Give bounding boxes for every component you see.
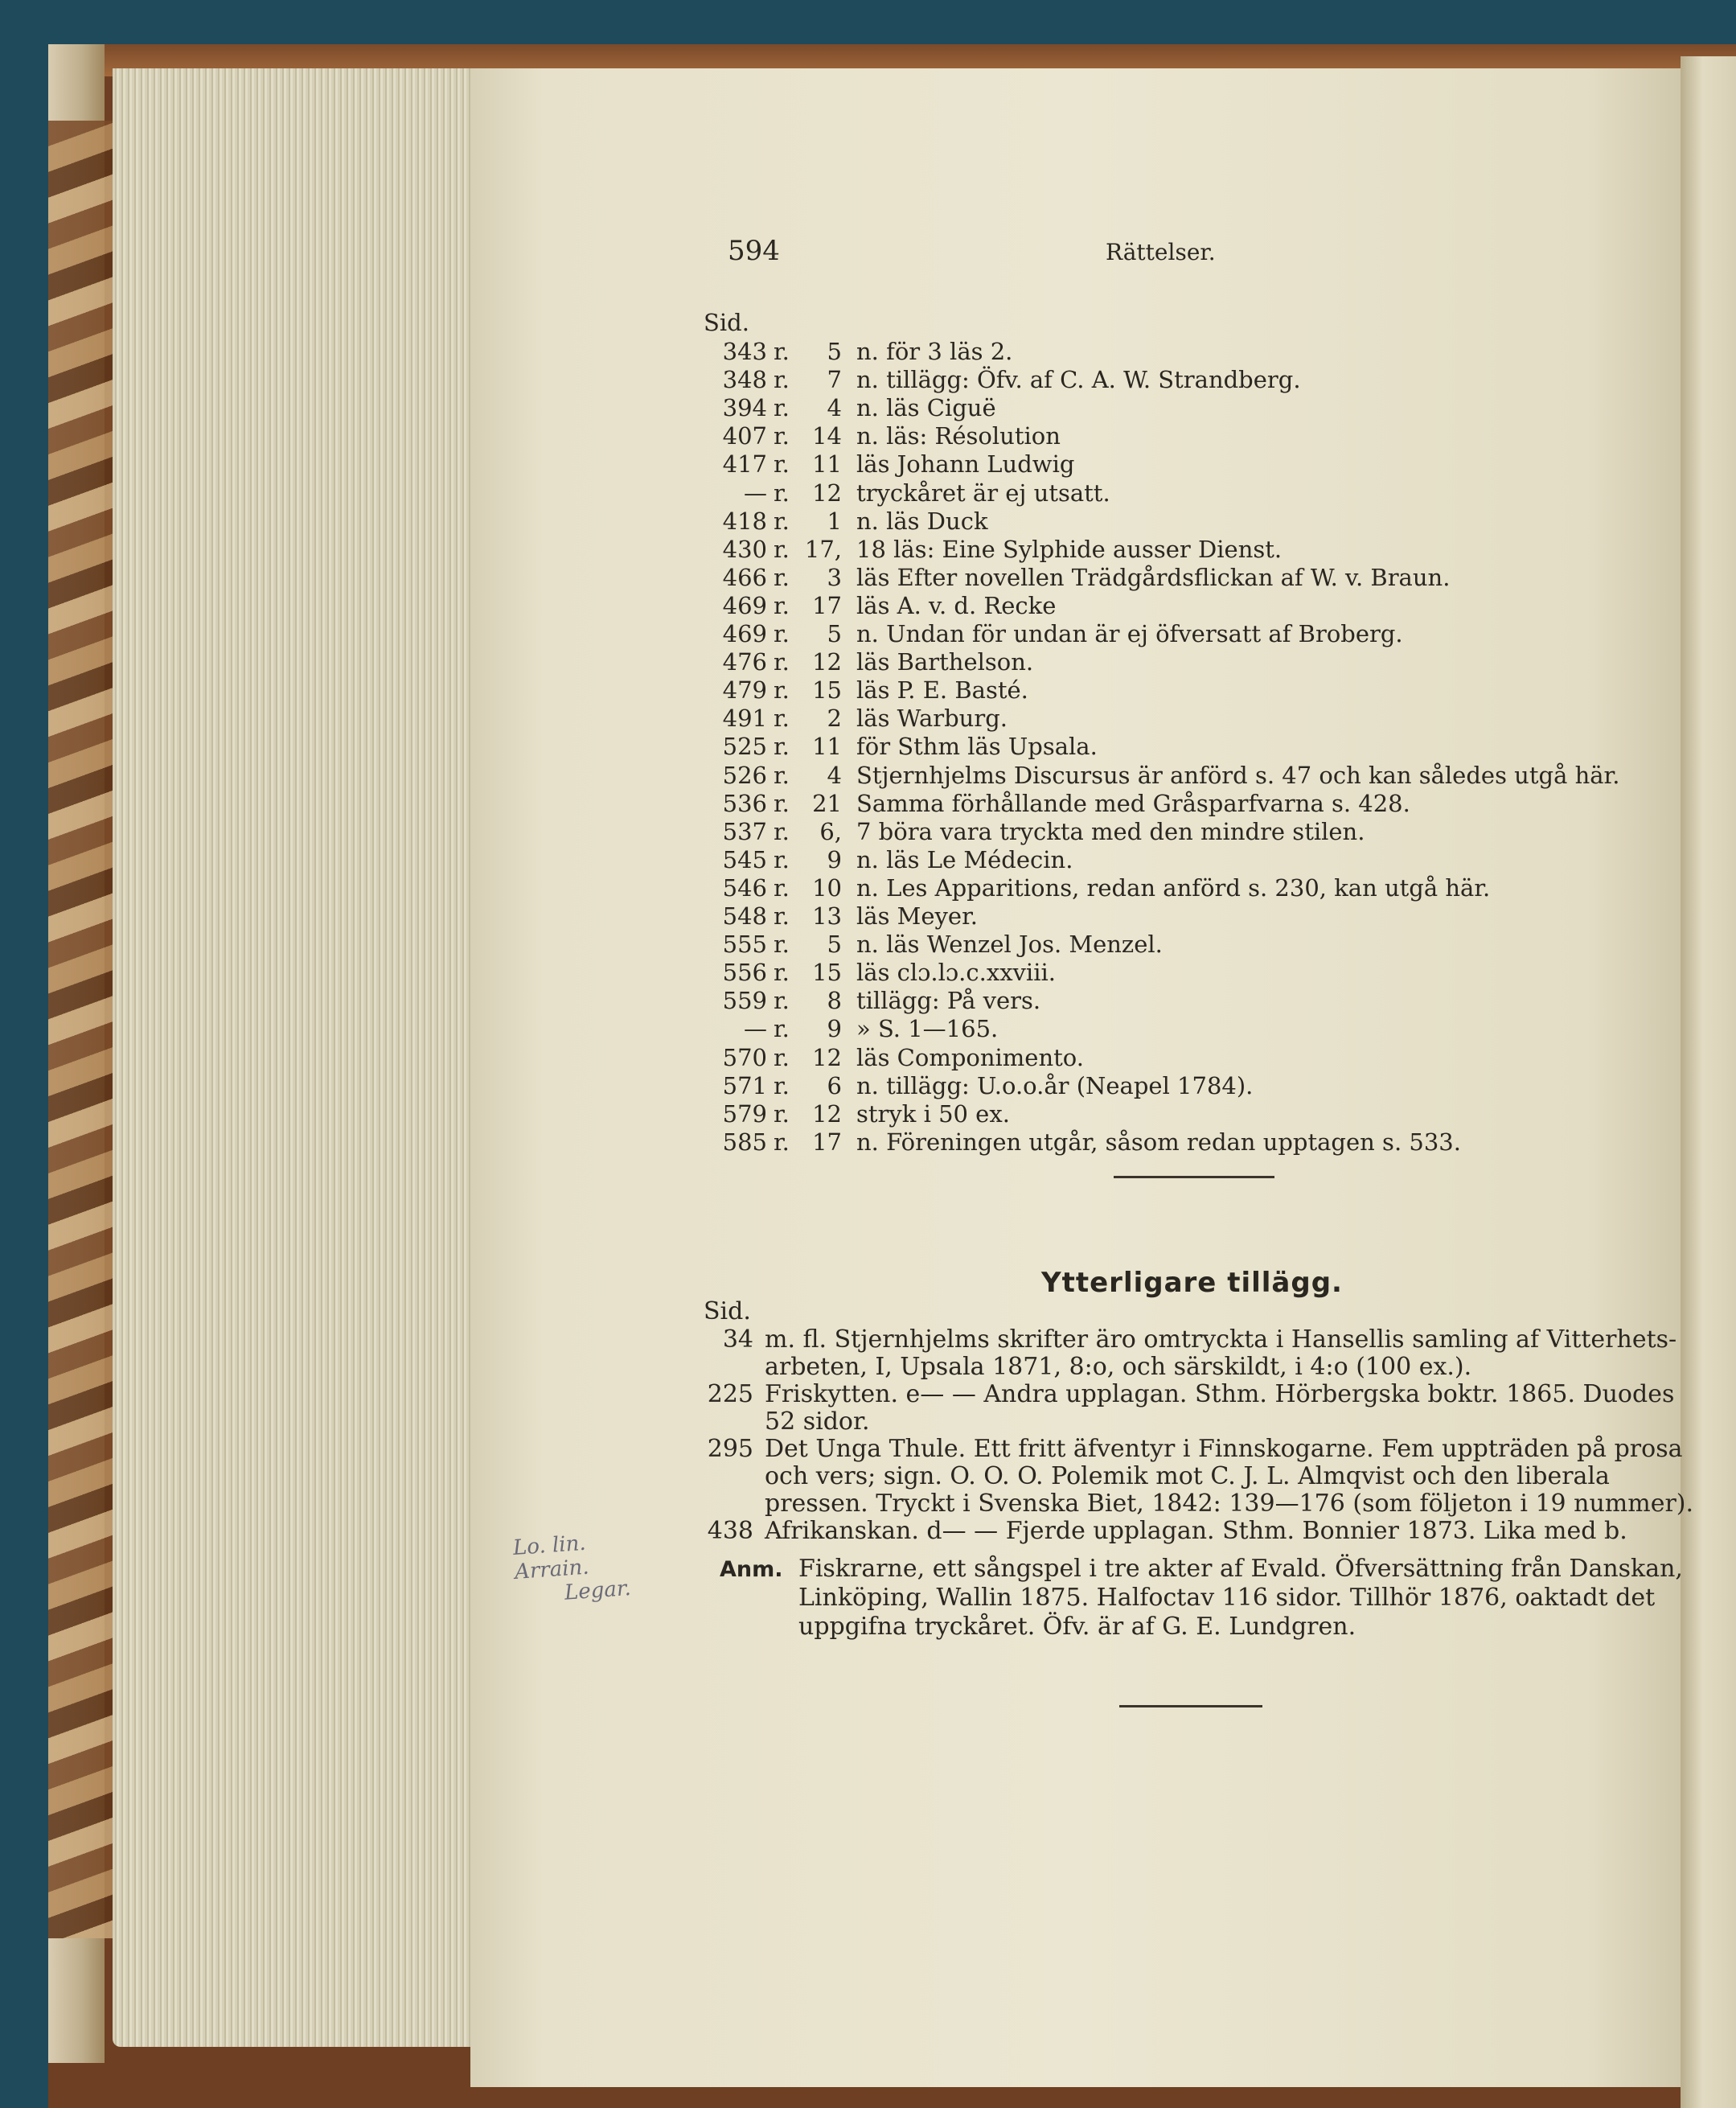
cell-text: stryk i 50 ex. — [856, 1099, 1010, 1128]
cell-text: n. läs: Résolution — [856, 422, 1061, 450]
table-row — [0, 508, 1736, 534]
cell-text: Stjernhjelms Discursus är anförd s. 47 och kan således utgå här. — [856, 761, 1620, 789]
cell-page: 570 — [722, 1043, 767, 1071]
addition-text: pressen. Tryckt i Svenska Biet, 1842: 139—176 (som följeton i 19 nummer). — [765, 1490, 1694, 1518]
cell-page: 555 — [722, 931, 767, 959]
cell-page: 476 — [722, 648, 767, 676]
cell-page: 548 — [722, 902, 767, 930]
cell-line: 8 — [827, 987, 842, 1015]
table-row — [0, 339, 1736, 364]
cell-page: 417 — [722, 450, 767, 479]
table-row — [0, 959, 1736, 985]
cell-text: läs Componimento. — [856, 1043, 1084, 1071]
handwritten-margin-note: Lo. lin. Arrain. Legar. — [512, 1531, 632, 1605]
cell-r: r. — [774, 1071, 790, 1099]
cell-r: r. — [774, 733, 790, 761]
table-row — [0, 1016, 1736, 1042]
cell-r: r. — [774, 591, 790, 619]
addition-page: 225 — [707, 1380, 753, 1408]
cell-text: n. tillägg: U.o.o.år (Neapel 1784). — [856, 1071, 1254, 1099]
addition-line — [693, 1382, 1674, 1407]
cell-text: läs Johann Ludwig — [856, 450, 1075, 479]
cell-r: r. — [774, 1128, 790, 1156]
corrections-sid-label: Sid. — [704, 309, 749, 336]
table-row — [0, 847, 1736, 873]
table-row — [0, 536, 1736, 562]
table-row — [0, 423, 1736, 449]
cell-page: — — [744, 479, 767, 507]
table-row — [0, 705, 1736, 731]
cell-r: r. — [774, 394, 790, 422]
cell-text: Samma förhållande med Gråsparfvarna s. 428. — [856, 789, 1410, 817]
addition-text: arbeten, I, Upsala 1871, 8:o, och särskildt, i 4:o (100 ex.). — [765, 1353, 1472, 1381]
addition-text: 52 sidor. — [765, 1407, 870, 1436]
cell-text: 18 läs: Eine Sylphide ausser Dienst. — [856, 535, 1283, 563]
cell-text: 7 böra vara tryckta med den mindre stilen. — [856, 817, 1365, 845]
cell-r: r. — [774, 987, 790, 1015]
cell-page: 466 — [722, 563, 767, 591]
cell-line: 17, — [804, 535, 842, 563]
cell-r: r. — [774, 338, 790, 365]
cell-page: 469 — [722, 591, 767, 619]
cell-page: 559 — [722, 987, 767, 1015]
cell-r: r. — [774, 1043, 790, 1071]
page-number: 594 — [728, 235, 780, 267]
cell-line: 5 — [827, 620, 842, 647]
cell-r: r. — [774, 705, 790, 733]
cell-text: » S. 1—165. — [856, 1015, 999, 1043]
addition-text: och vers; sign. O. O. O. Polemik mot C. J. L. Almqvist och den liberala — [765, 1462, 1610, 1490]
addition-line — [693, 1354, 1471, 1380]
addition-text: Afrikanskan. d— — Fjerde upplagan. Sthm. Bonnier 1873. Lika med b. — [765, 1517, 1627, 1545]
additions-heading: Ytterligare tillägg. — [1041, 1267, 1343, 1299]
anm-line: Fiskrarne, ett sångspel i tre akter af Evald. Öfversättning från Danskan, — [798, 1555, 1683, 1583]
anm-label: Anm. — [720, 1557, 783, 1582]
cell-text: läs Efter novellen Trädgårdsflickan af W. v. Braun. — [856, 563, 1451, 591]
cell-text: n. för 3 läs 2. — [856, 338, 1013, 365]
table-row — [0, 931, 1736, 957]
cell-r: r. — [774, 817, 790, 845]
table-row — [0, 1101, 1736, 1127]
cell-line: 13 — [812, 902, 842, 930]
cell-text: n. Les Apparitions, redan anförd s. 230, kan utgå här. — [856, 873, 1491, 902]
cell-text: läs P. E. Basté. — [856, 676, 1028, 705]
running-title: Rättelser. — [1106, 239, 1216, 265]
cell-r: r. — [774, 761, 790, 789]
cell-line: 5 — [827, 338, 842, 365]
cell-text: läs clɔ.lɔ.c.xxviii. — [856, 959, 1056, 987]
cell-r: r. — [774, 789, 790, 817]
cell-text: n. läs Ciguë — [856, 394, 996, 422]
cell-text: n. läs Le Médecin. — [856, 845, 1073, 873]
cell-text: n. Undan för undan är ej öfversatt af Broberg. — [856, 620, 1403, 647]
cell-page: — — [744, 1015, 767, 1043]
cell-line: 12 — [812, 648, 842, 676]
cell-line: 7 — [827, 366, 842, 394]
table-row — [0, 988, 1736, 1013]
section-divider — [1114, 1176, 1274, 1178]
addition-page: 295 — [707, 1435, 753, 1463]
cell-r: r. — [774, 507, 790, 535]
cell-line: 5 — [827, 931, 842, 959]
cell-r: r. — [774, 959, 790, 987]
cell-line: 2 — [827, 705, 842, 733]
table-row — [0, 565, 1736, 590]
table-row — [0, 875, 1736, 901]
cell-page: 546 — [722, 873, 767, 902]
cell-line: 1 — [827, 507, 842, 535]
addition-page: 438 — [707, 1517, 753, 1545]
table-row — [0, 791, 1736, 816]
anm-line: Linköping, Wallin 1875. Halfoctav 116 sidor. Tillhör 1876, oaktadt det — [798, 1584, 1656, 1612]
cell-page: 525 — [722, 733, 767, 761]
cell-r: r. — [774, 931, 790, 959]
cell-line: 10 — [812, 873, 842, 902]
cell-page: 536 — [722, 789, 767, 817]
cell-r: r. — [774, 1099, 790, 1128]
anm-line: uppgifna tryckåret. Öfv. är af G. E. Lundgren. — [798, 1613, 1356, 1641]
cell-text: n. Föreningen utgår, såsom redan upptagen s. 533. — [856, 1128, 1461, 1156]
cell-r: r. — [774, 902, 790, 930]
table-row — [0, 903, 1736, 929]
table-row — [0, 367, 1736, 392]
table-row — [0, 1073, 1736, 1099]
table-row — [0, 593, 1736, 618]
cell-line: 4 — [827, 394, 842, 422]
cell-line: 6, — [819, 817, 842, 845]
cell-line: 3 — [827, 563, 842, 591]
cell-r: r. — [774, 479, 790, 507]
addition-page: 34 — [722, 1325, 753, 1354]
cell-r: r. — [774, 648, 790, 676]
table-row — [0, 621, 1736, 647]
cell-page: 430 — [722, 535, 767, 563]
table-row — [0, 819, 1736, 844]
cell-page: 556 — [722, 959, 767, 987]
addition-text: Det Unga Thule. Ett fritt äfventyr i Finnskogarne. Fem uppträden på prosa — [765, 1435, 1683, 1463]
cell-page: 571 — [722, 1071, 767, 1099]
cell-text: n. läs Duck — [856, 507, 988, 535]
cell-text: läs Barthelson. — [856, 648, 1034, 676]
cell-page: 545 — [722, 845, 767, 873]
cell-r: r. — [774, 845, 790, 873]
cell-line: 15 — [812, 959, 842, 987]
addition-line — [693, 1518, 1627, 1544]
cell-text: tillägg: På vers. — [856, 987, 1041, 1015]
cell-text: läs A. v. d. Recke — [856, 591, 1057, 619]
cell-line: 4 — [827, 761, 842, 789]
addition-text: m. fl. Stjernhjelms skrifter äro omtryckta i Hansellis samling af Vitterhets- — [765, 1325, 1677, 1354]
cell-line: 14 — [812, 422, 842, 450]
addition-line — [693, 1436, 1682, 1462]
cell-line: 9 — [827, 845, 842, 873]
cell-text: för Sthm läs Upsala. — [856, 733, 1098, 761]
addition-line — [693, 1409, 870, 1435]
cell-page: 343 — [722, 338, 767, 365]
cell-r: r. — [774, 676, 790, 705]
cell-line: 15 — [812, 676, 842, 705]
cell-line: 9 — [827, 1015, 842, 1043]
cell-line: 12 — [812, 1043, 842, 1071]
cell-r: r. — [774, 873, 790, 902]
table-row — [0, 733, 1736, 759]
cell-page: 407 — [722, 422, 767, 450]
table-row — [0, 649, 1736, 675]
cell-r: r. — [774, 366, 790, 394]
cell-line: 12 — [812, 1099, 842, 1128]
cell-line: 21 — [812, 789, 842, 817]
cell-text: läs Meyer. — [856, 902, 978, 930]
cell-line: 11 — [812, 733, 842, 761]
cell-r: r. — [774, 422, 790, 450]
table-row — [0, 1045, 1736, 1070]
cell-page: 491 — [722, 705, 767, 733]
addition-line — [693, 1491, 1693, 1517]
table-row — [0, 480, 1736, 506]
cell-text: n. tillägg: Öfv. af C. A. W. Strandberg. — [856, 366, 1301, 394]
cell-page: 585 — [722, 1128, 767, 1156]
cell-r: r. — [774, 563, 790, 591]
addition-line — [693, 1327, 1676, 1353]
end-divider — [1119, 1705, 1262, 1707]
table-row — [0, 677, 1736, 703]
additions-sid-label: Sid. — [704, 1297, 751, 1325]
table-row — [0, 451, 1736, 477]
cell-page: 579 — [722, 1099, 767, 1128]
cell-page: 469 — [722, 620, 767, 647]
cell-r: r. — [774, 450, 790, 479]
cell-text: n. läs Wenzel Jos. Menzel. — [856, 931, 1163, 959]
cell-text: läs Warburg. — [856, 705, 1008, 733]
cell-page: 348 — [722, 366, 767, 394]
cell-page: 394 — [722, 394, 767, 422]
cell-line: 17 — [812, 1128, 842, 1156]
table-row — [0, 395, 1736, 421]
table-row — [0, 1129, 1736, 1155]
cell-text: tryckåret är ej utsatt. — [856, 479, 1110, 507]
cell-r: r. — [774, 1015, 790, 1043]
cell-line: 6 — [827, 1071, 842, 1099]
addition-line — [693, 1464, 1610, 1490]
table-row — [0, 762, 1736, 788]
addition-text: Friskytten. e— — Andra upplagan. Sthm. Hörbergska boktr. 1865. Duodes — [765, 1380, 1675, 1408]
cell-page: 479 — [722, 676, 767, 705]
cell-line: 12 — [812, 479, 842, 507]
cell-page: 418 — [722, 507, 767, 535]
cell-line: 17 — [812, 591, 842, 619]
cell-line: 11 — [812, 450, 842, 479]
cell-r: r. — [774, 535, 790, 563]
cell-page: 537 — [722, 817, 767, 845]
cell-r: r. — [774, 620, 790, 647]
cell-page: 526 — [722, 761, 767, 789]
